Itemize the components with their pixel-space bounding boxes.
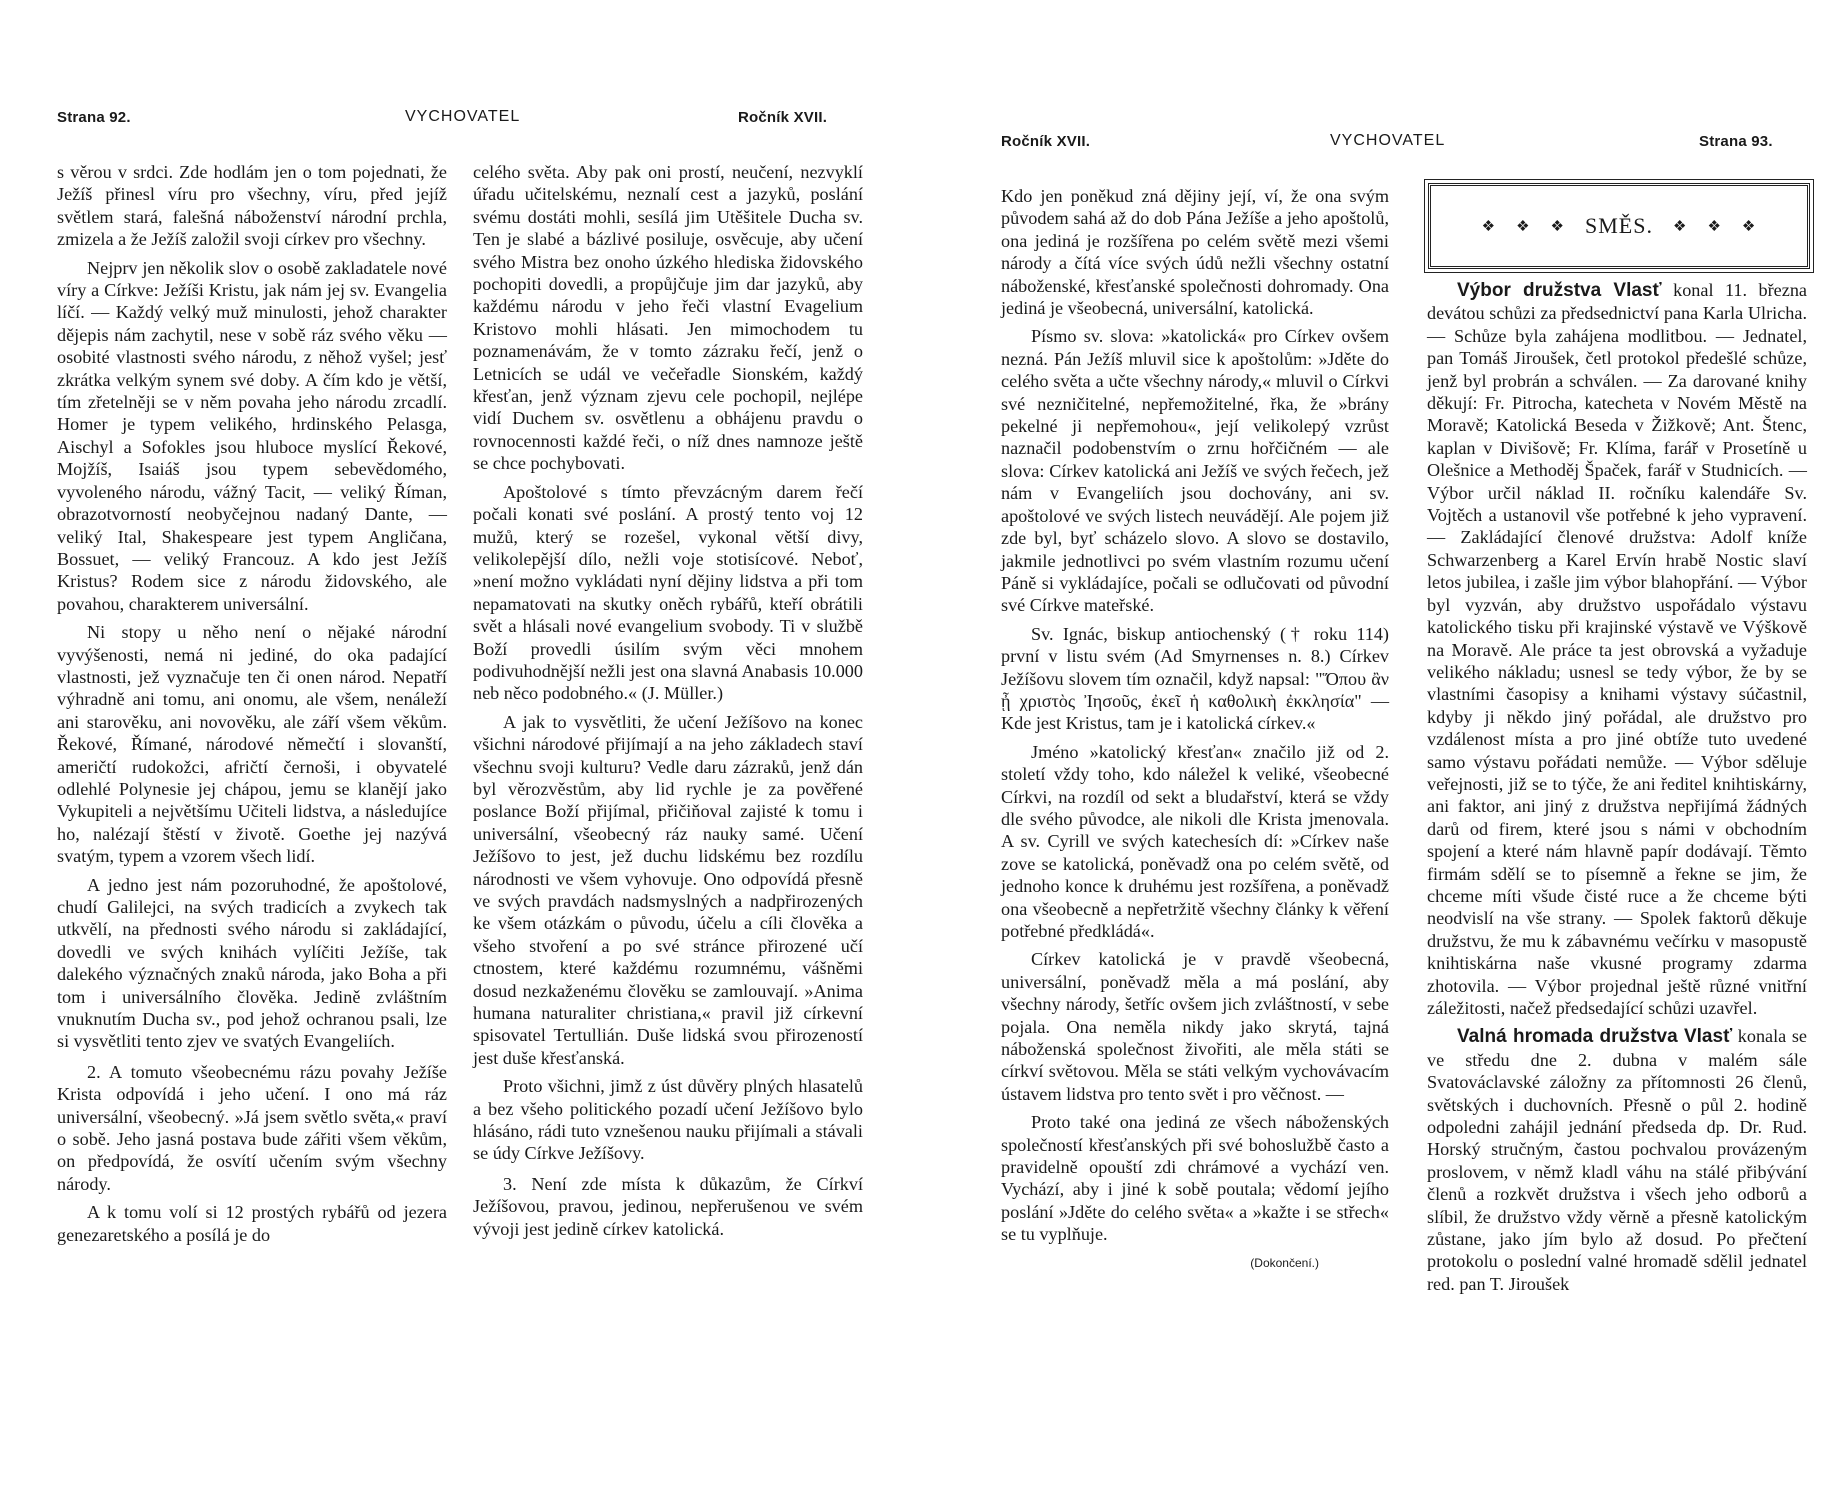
paragraph: Nejprv jen několik slov o osobě zakladatele nové víry a Církve: Ježíši Kristu, jak nám jej sv. Evangelia líčí. — Každý velký muž minulosti, jehož charakter dějepis nám zachytil, nese v sobě ráz svého věku — osobité vlastnosti svého národu, z něhož vyšel; jesť zkrátka velkým synem své doby. A čím kdo je větší, tím zřetelněji se v něm povaha jeho národu zrcadlí. Homer je typem velikého, hrdinského Pelasga, Aischyl a Sofokles jsou hluboce myslící Řekové, Mojžíš, Isaiáš jsou typem sebevědomého, vyvoleného národu, vážný Tacit, — veliký Říman, obrazotvorností neobyčejnou nadaný Dante, — veliký Ital, Shakespeare jest typem Angličana, Bossuet, — veliký Francouz. A kdo jest Ježíš Kristus? Rodem sice z národu židovského, ale povahou, charakterem universální. <box>57 257 447 614</box>
journal-title-left: VYCHOVATEL <box>405 108 521 125</box>
paragraph: 2. A tomuto všeobecnému rázu povahy Ježíše Krista odpovídá i jeho učení. I ono má ráz universální, všeobecný. »Já jsem světlo světa,« praví o sobě. Jeho jasná postava bude zářiti všem věkům, on předpovídá, že osvítí učením svým všechny národy. <box>57 1061 447 1194</box>
news-lead: Výbor družstva Vlasť <box>1457 280 1662 301</box>
ornament-icon: ❖ <box>1741 218 1757 235</box>
right-column-1 <box>1001 185 1389 1274</box>
paragraph: Proto také ona jediná ze všech náboženských společností křesťanských při své bohoslužbě často a pravidelně opouští zdi chrámové a vychází ven. Vychází, aby i jiné k sobě poutala; vědomí jejího poslání »Jděte do celého světa« a »kažte i se střech« se tu vyplňuje. <box>1001 1112 1389 1245</box>
page-number-left: Strana 92. <box>57 109 131 126</box>
right-page <box>918 0 1836 1500</box>
right-column-2 <box>1427 279 1807 1301</box>
paragraph: Sv. Ignác, biskup antiochenský († roku 114) první v listu svém (Ad Smyrnenses n. 8.) Církev Ježíšovu slovem tím označil, když napsal: "Ὅπου ἂν ᾖ χριστὸς Ἰησοῦς, ἐκεῖ ἡ καθολικὴ ἐκκλησία" — Kde jest Kristus, tam je i katolická církev.« <box>1001 623 1389 734</box>
paragraph: 3. Není zde místa k důkazům, že Církví Ježíšovou, pravou, jedinou, nepřerušenou ve svém vývoji jest jedině církev katolická. <box>473 1173 863 1239</box>
left-column-1 <box>57 161 447 1252</box>
paragraph: s věrou v srdci. Zde hodlám jen o tom pojednati, že Ježíš přinesl víru pro všechny, víru, před jejíž světlem stará, falešná náboženství národní prchla, zmizela a že Ježíš založil svoji církev pro všechny. <box>57 162 447 250</box>
news-text: konal 11. března devátou schůzi za předsednictví pana Karla Ulricha. — Schůze byla zahájena modlitbou. — Jednatel, pan Tomáš Jiroušek, četl protokol předešlé schůze, jenž byl probrán a schválen. — Za darované knihy děkují: Fr. Pitrocha, katecheta v Novém Městě na Moravě; Katolická Beseda v Žižkově; Ant. Štenc, kaplan v Divišově; Fr. Klíma, farář v Prosetíně u Olešnice a Methoděj Špaček, farář v Studnicích. — Výbor určil náklad II. ročníku kalendáře Sv. Vojtěch a ustanovil vše potřebné k jeho vypravení. — Zakládající členové družstva: Adolf kníže Schwarzenberg a Karel Ervín hrabě Nostic slaví letos jubilea, i zašle jim výbor blahopřání. — Výbor byl vyzván, aby družstvo uspořádalo výstavu katolického tisku při krajinské výstavě ve Výškově na Moravě. Ale práce ta jest obrovská a vyžaduje velikého nákladu; usnesl se tedy výbor, že by se vlastními časopisy a knihami výstavy súčastnil, kdyby ji někdo jiný pořádal, ale družstvo pro vzdálenost místa a pro jiné obtíže tuto uvedené samo výstavu pořádati nemůže. — Výbor sděluje veřejnosti, již se to týče, že ani ředitel knihtiskárny, ani faktor, ani jiný z družstva nepřijímá žádných darů od firem, které jsou s námi v obchodním spojení a které nám hlavně papír dodávají. Těmto firmám sdělí se to písemně a řekne se jim, že chceme míti všude čisté ruce a že chceme býti neodvislí na vše strany. — Spolek faktorů děkuje družstvu, že mu k zábavnému večírku v masopustě knihtiskárna naše vkusné programy zdarma zhotovila. — Výbor projednal ještě různé vnitřní záležitosti, načež předsedající schůzi uzavřel. <box>1427 280 1807 1018</box>
paragraph: Ni stopy u něho není o nějaké národní vyvýšenosti, nemá ni jediné, do oka padající vlastnosti, jež vyznačuje ten či onen národ. Nepatří výhradně ani tomu, ani onomu, ale všem, nenáleží ani starověku, ani novověku, ale září všem věkům. Řekové, Římané, národové němečtí i slovanští, američtí rudokožci, afričtí černoši, i obyvatelé odlehlé Polynesie jej chápou, jemu se klanějí jako Vykupiteli a největšímu Učiteli lidstva, a následujíce ho, nalézají štěstí v životě. Goethe jej nazývá svatým, typem a vzorem všech lidí. <box>57 622 447 867</box>
page-number-right: Strana 93. <box>1699 133 1773 150</box>
ornament-icon: ❖ <box>1550 218 1565 235</box>
smes-heading-box <box>1428 183 1810 269</box>
ornament-icon: ❖ <box>1707 218 1722 235</box>
paragraph: Jméno »katolický křesťan« značilo již od 2. století vždy toho, kdo náležel k veliké, všeobecné Církvi, na rozdíl od sekt a bludařství, která se vždy dle svého původce, ale nikoli dle Krista jmenovala. A sv. Cyrill ve svých katechesích dí: »Církev naše zove se katolická, poněvadž ona po celém světě, od jednoho konce k druhému jest rozšířena, a poněvadž ona všeobecně a nepřetržitě všechny články k věření potřebné předkládá«. <box>1001 741 1389 941</box>
paragraph: A jak to vysvětliti, že učení Ježíšovo na konec všichni národové přijímají a na jeho základech staví všechnu svoji kulturu? Vedle daru zázraků, jenž dán byl věrozvěstům, aby lid rychle je za pověřené poslance Boží přijímal, přičiňoval zajisté k tomu i universální, všeobecný ráz nauky samé. Učení Ježíšovo to jest, jež duchu lidskému bez rozdílu národnosti ve všem vyhovuje. Ono odpovídá přesně ve svých pravdách nadsmyslných a nadpřirozených ke všem otázkám o původu, účelu a cíli člověka a všeho stvoření a po své stránce přirozené učí ctnostem, které každému rozumnému, vášněmi dosud nezkaženému člověku se zamlouvají. »Anima humana naturaliter christiana,« pravil již církevní spisovatel Tertullián. Duše lidská svou přirozeností jest duše křesťanská. <box>473 711 863 1068</box>
paragraph: A k tomu volí si 12 prostých rybářů od jezera genezaretského a posílá je do <box>57 1202 447 1245</box>
ornament-icon: ❖ <box>1672 218 1688 235</box>
news-text: konala se ve středu dne 2. dubna v malém sále Svatováclavské záložny za přítomnosti 26 členů, světských i duchovních. Přesně o půl 2. hodině odpoledni zahájil jednání předseda dp. Dr. Rud. Horský stručným, častou pochvalou provázeným proslovem, v němž kladl váhu na stálé přibývání členů a rozkvět družstva i všech jeho odborů a slíbil, že družstvo vždy věrně a přesně katolickým zůstane, jako jím bylo až dosud. Po přečtení protokolu o poslední valné hromadě sdělil jednatel red. pan T. Jiroušek <box>1427 1026 1807 1294</box>
news-item <box>1427 1025 1807 1295</box>
paragraph: Kdo jen poněkud zná dějiny její, ví, že ona svým původem sahá až do dob Pána Ježíše a jeho apoštolů, ona jediná je rozšířena po celém světě mezi všemi národy a čítá více svých údů nežli všechny ostatní náboženské, křesťanské společnosti dohromady. Ona jediná je všeobecná, universální, katolická. <box>1001 186 1389 319</box>
news-item <box>1427 279 1807 1019</box>
paragraph: Apoštolové s tímto převzácným darem řečí počali konati své poslání. A prostý tento voj 12 mužů, který se rozešel, vykonal větší divy, velikolepější dílo, nežli voje stotisícové. Neboť, »není možno vykládati nyní dějiny lidstva a při tom nepamatovati na skutky oněch rybářů, kteří obrátili svět a hlásali nové evangelium svobody. Ti v službě Boží provedli úsilím svým věci mnohem podivuhodnější nežli jest ona slavná Anabasis 10.000 neb něco podobného.« (J. Müller.) <box>473 481 863 704</box>
volume-right: Ročník XVII. <box>1001 133 1091 150</box>
news-lead: Valná hromada družstva Vlasť <box>1457 1026 1733 1048</box>
paragraph: Církev katolická je v pravdě všeobecná, universální, poněvadž měla a má poslání, aby všechny národy, šetříc ovšem jich zvláštností, v sebe pojala. Ona neměla nikdy jako skrytá, tajná náboženská společnost živořiti, ale měla státi se církví světovou. Měla se státi velkým vychovávacím ústavem lidstva pro tento svět i pro věčnost. — <box>1001 949 1389 1104</box>
ornament-icon: ❖ <box>1481 218 1497 235</box>
journal-title-right: VYCHOVATEL <box>1330 132 1446 149</box>
ornament-icon: ❖ <box>1516 218 1531 235</box>
concluded-note: (Dokončení.) <box>1250 1255 1319 1270</box>
paragraph: celého světa. Aby pak oni prostí, neučení, nezvyklí úřadu učitelskému, neznalí cest a jazyků, poslání svému dostáti mohli, sesílá jim Utěšitele Ducha sv. Ten je slabé a bázlivé posiluje, osvěcuje, aby učení svého Mistra bez onoho úzkého hlediska židovského pochopiti dovedli, a propůjčuje jim dar jazyků, aby každému národu v jeho řeči vlastní Evagelium Kristovo mohli hlásati. Jen mimochodem tu poznamenávám, že v tomto zázraku řečí, jenž o Letnicích se udál ve večeřadle Sionském, každý křesťan, jenž význam zjevu cele pochopil, nejlépe vidí Duchem sv. osvětlenu a obhájenu pravdu o rovnocennosti každé řeči, o níž dnes namnoze ještě se chce pochybovati. <box>473 162 863 474</box>
paragraph: Proto všichni, jimž z úst důvěry plných hlasatelů a bez všeho politického pozadí učení Ježíšovo bylo hlásáno, rádi tuto vznešenou nauku přijímali a stávali se údy Církve Ježíšovy. <box>473 1076 863 1164</box>
section-title: SMĚS. <box>1585 213 1653 238</box>
paragraph: Písmo sv. slova: »katolická« pro Církev ovšem nezná. Pán Ježíš mluvil sice k apoštolům: »Jděte do celého světa a učte všechny národy,« mluvil o Církvi své nezničitelné, nepřemožitelné, řka, že »brány pekelné ji nepřemohou«, její velikolepý vzrůst naznačil podobenstvím o zrnu hořčičném — ale slova: Církev katolická ani Ježíš ve svých řečech, jež nám v Evangeliích jsou dochovány, ani sv. apoštolové ve svých listech neuvádějí. Ale pojem již zde byl, byť scházelo slovo. A slovo se dostavilo, jakmile jednotlivci po svém vlastním rozumu učení Páně si vykládajíce, počali se odlučovati od původní své Církve mateřské. <box>1001 326 1389 616</box>
paragraph: A jedno jest nám pozoruhodné, že apoštolové, chudí Galilejci, na svých tradicích a zvykech tak utkvělí, na přednosti svého národu si zakládající, dovedli ve svých knihách vylíčiti Ježíše, tak dalekého význačných znaků národa, jako Boha a při tom i universálního člověka. Jedině zvláštním vnuknutím Ducha sv., pod jehož ochranou psali, lze si vysvětliti tento zjev ve svatých Evangeliích. <box>57 874 447 1052</box>
left-column-2 <box>473 161 863 1246</box>
volume-left: Ročník XVII. <box>738 109 828 126</box>
